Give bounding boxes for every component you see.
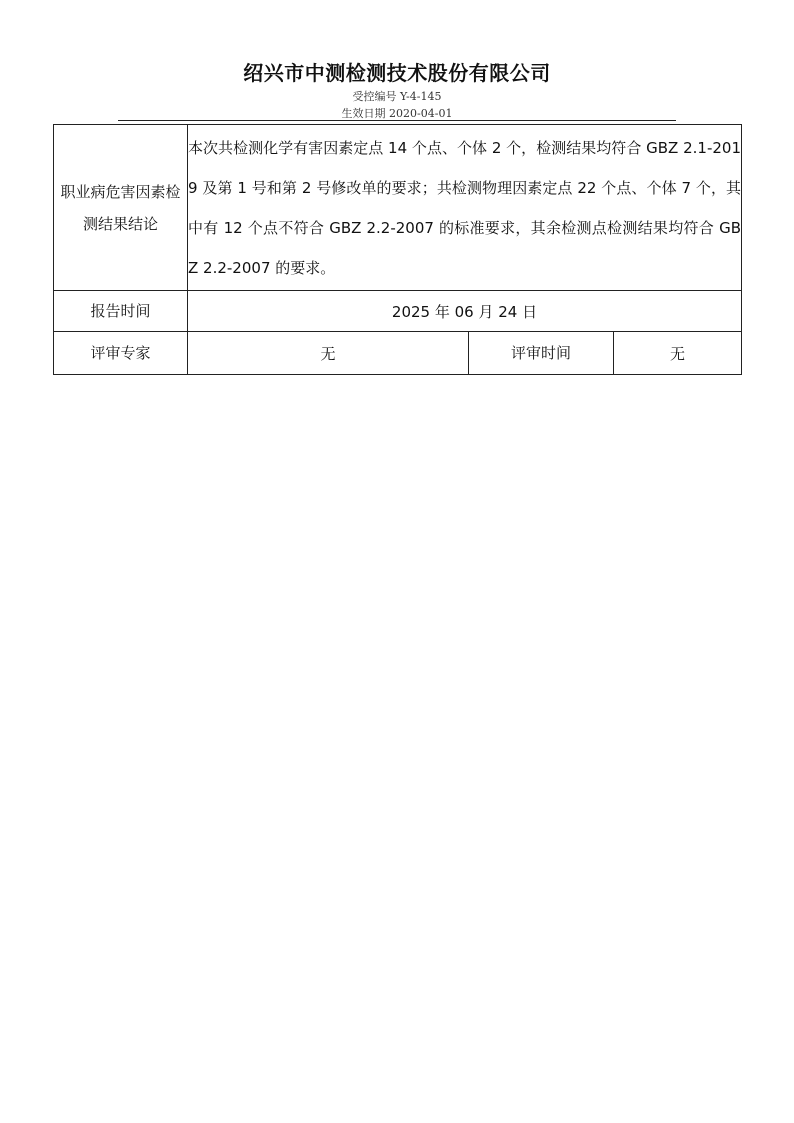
conclusion-label: 职业病危害因素检测结果结论 — [54, 125, 188, 291]
table-row-review — [54, 332, 742, 375]
review-time-label: 评审时间 — [469, 332, 614, 375]
review-expert-label: 评审专家 — [54, 332, 188, 375]
review-expert-value: 无 — [188, 332, 469, 375]
report-time-label: 报告时间 — [54, 291, 188, 332]
company-title: 绍兴市中测检测技术股份有限公司 — [243, 61, 551, 85]
table-row-report-time — [54, 291, 742, 332]
table-row-conclusion — [54, 125, 742, 291]
conclusion-text: 本次共检测化学有害因素定点 14 个点、个体 2 个，检测结果均符合 GBZ 2.1-2019 及第 1 号和第 2 号修改单的要求；共检测物理因素定点 22 个点、个体 7 个，其中有 12 个点不符合 GBZ 2.2-2007 的标准要求，其余检测点检测结果均符合 GBZ 2.2-2007 的要求。 — [188, 125, 742, 291]
report-table — [53, 124, 742, 375]
header-divider — [118, 120, 676, 121]
report-time-value: 2025 年 06 月 24 日 — [188, 291, 742, 332]
review-time-value: 无 — [614, 332, 742, 375]
effective-date: 生效日期 2020-04-01 — [341, 107, 453, 120]
control-number: 受控编号 Y-4-145 — [352, 90, 442, 103]
